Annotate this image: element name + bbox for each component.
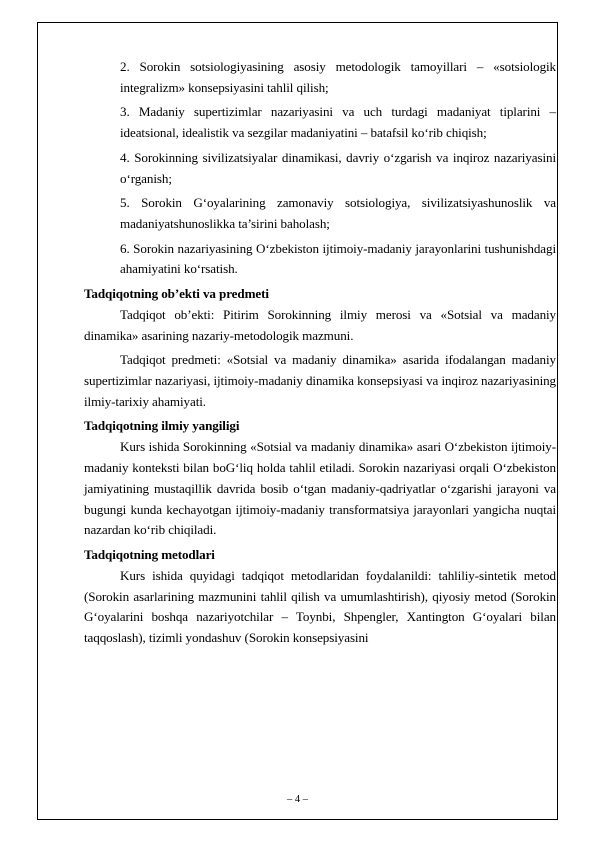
section-heading-object: Tadqiqotning ob’ekti va predmeti xyxy=(84,285,269,301)
objective-item: 5. Sorokin G‘oyalarining zamonaviy sotsiologiya, sivilizatsiyashunoslik va madaniyatshunoslikka ta’sirini baholash; xyxy=(120,195,556,231)
document-body xyxy=(84,57,556,653)
objective-item: 3. Madaniy supertizimlar nazariyasini va uch turdagi madaniyat tiplarini – ideatsional, idealistik va sezgilar madaniyatini – batafsil ko‘rib chiqish; xyxy=(120,104,556,141)
paragraph: Kurs ishida Sorokinning «Sotsial va madaniy dinamika» asari O‘zbekiston ijtimoiy-madaniy konteksti bilan boG‘liq holda tahlil etiladi. Sorokin nazariyasi orqali O‘zbekiston jamiyatining mustaqillik davrida bosib o‘tgan madaniy-qadriyatlar o‘zgarishi jarayoni va bugungi kunda kechayotgan ijtimoiy-madaniy transformatsiya jarayonlari yangicha nuqtai nazardan ko‘rib chiqiladi. xyxy=(84,439,556,538)
objective-item: 6. Sorokin nazariyasining O‘zbekiston ijtimoiy-madaniy jarayonlarini tushunishdagi ahamiyatini ko‘rsatish. xyxy=(120,240,556,277)
page-number: – 4 – xyxy=(287,794,308,805)
paragraph: Kurs ishida quyidagi tadqiqot metodlaridan foydalanildi: tahliliy-sintetik metod (Sorokin asarlarining mazmunini tahlil qilish va umumlashtirish), qiyosiy metod (Sorokin G‘oyalarini boshqa nazariyotchilar – Toynbi, Shpengler, Xantington G‘oyalari bilan taqqoslash), tizimli yondashuv (Sorokin konsepsiyasini xyxy=(84,567,556,646)
paragraph: Tadqiqot ob’ekti: Pitirim Sorokinning ilmiy merosi va «Sotsial va madaniy dinamika» asarining nazariy-metodologik mazmuni. xyxy=(84,306,556,343)
section-heading-novelty: Tadqiqotning ilmiy yangiligi xyxy=(84,418,240,434)
objective-item: 4. Sorokinning sivilizatsiyalar dinamikasi, davriy o‘zgarish va inqiroz nazariyasini o‘rganish; xyxy=(120,149,556,186)
objective-item: 2. Sorokin sotsiologiyasining asosiy metodologik tamoyillari – «sotsiologik integralizm» konsepsiyasini tahlil qilish; xyxy=(120,59,556,95)
section-heading-methods: Tadqiqotning metodlari xyxy=(84,546,215,562)
paragraph: Tadqiqot predmeti: «Sotsial va madaniy dinamika» asarida ifodalangan madaniy supertizimlar nazariyasi, ijtimoiy-madaniy dinamika konsepsiyasi va inqiroz nazariyasining ilmiy-tarixiy ahamiyati. xyxy=(84,352,556,409)
